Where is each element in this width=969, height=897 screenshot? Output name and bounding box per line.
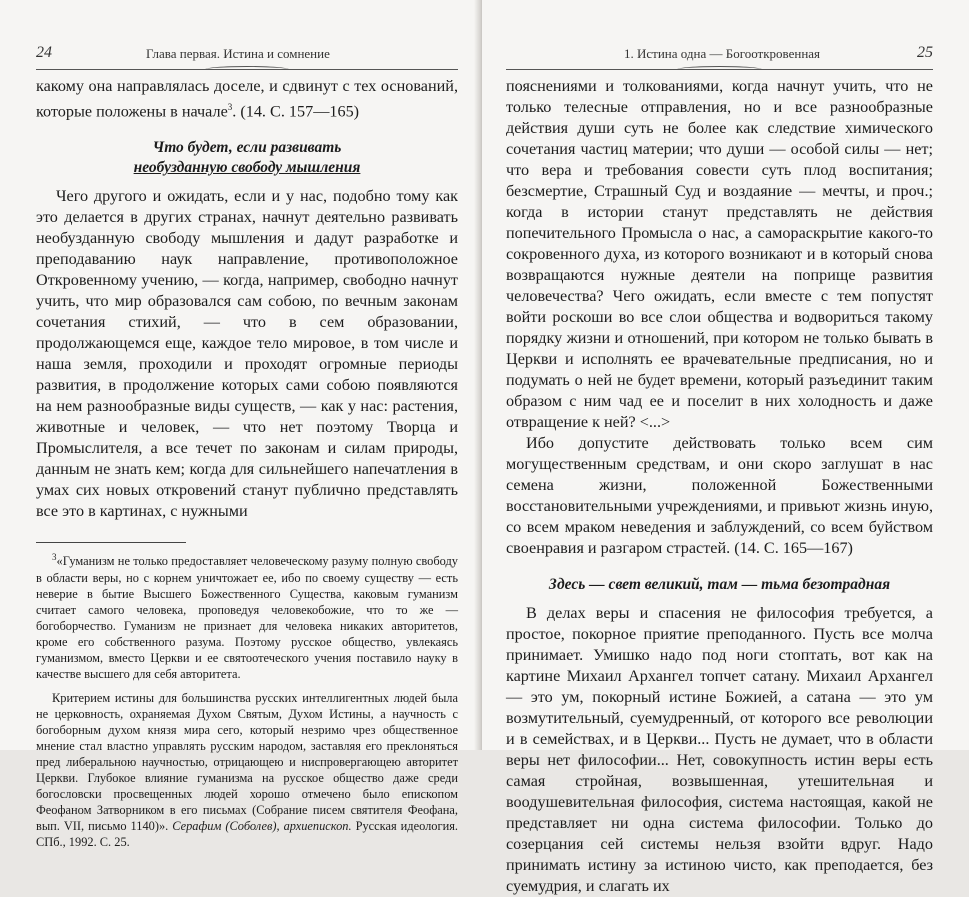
left-page-body xyxy=(36,76,458,850)
right-page-body xyxy=(506,76,933,897)
footnote xyxy=(36,549,458,849)
left-page xyxy=(0,0,480,849)
right-header-title: 1. Истина одна — Богооткровенная xyxy=(624,46,821,61)
left-header-title: Глава первая. Истина и сомнение xyxy=(146,46,330,61)
right-paragraph-2: Ибо допустите действовать только всем сим могущественным средствам, и они скоро заглушат в нас семена жизни, положенной Божественными восстановительными учреждениями, и привьют жизнь иную, со всем мраком неведения и заблуждений, со всем буйством своенравия и разгаром страстей. (14. С. 165—167) xyxy=(506,434,933,557)
footnote-separator xyxy=(36,542,186,543)
left-main-paragraph: Чего другого и ожидать, если и у нас, подобно тому как это делается в других странах, начнут деятельно развивать необузданную свободу мышления и дадут разработке и преподаванию наук направление, противоположное Откровенному учению, — когда, например, свободно начнут учить, что мир образовался сам собою, по вечным законам сочетания стихий, — что в сем образовании, продолжающемся еще, каждое тело мировое, в том числе и наша земля, проходили и проходят огромные периоды развития, в продолжение которых сами собою появляются на нем разнообразные виды существ, — как у нас: растения, животные и человек, — что нет поэтому Творца и Промыслителя, а все течет по законам и силам природы, данным не знать кем; когда для сильнейшего напечатления в умах сих новых откровений станут публично представлять все это в картинах, с нужными xyxy=(36,187,458,521)
footnote-marker: 3 xyxy=(227,102,233,112)
left-running-header xyxy=(36,42,458,68)
left-opening-text: какому она направлялась доселе, и сдвинут с тех оснований, которые положены в начале$^3$. (14. С. 157—165) xyxy=(36,77,458,121)
right-subtitle: Здесь — свет великий, там — тьма безотрадная xyxy=(548,576,891,593)
footnote-author: Серафим (Соболев), архиепископ. xyxy=(172,818,352,833)
left-page-number: 24 xyxy=(36,44,52,61)
footnote-paragraph-1: $^3$«Гуманизм не только предоставляет человеческому разуму полную свободу в области веры, но с корнем уничтожает ее, ибо по своему существу — есть неверие в бытие Высшего Божественного Существа, каковым гуманизм считает самого человека, проповедуя человекобожие, что то же — богоборчество. Гуманизм не признает для человека никаких авторитетов, кроме его собственного разума. Поэтому русское общество, увлекаясь гуманизмом, вместо Церкви и ее святоотеческого учения поставило науку в качестве высшего для себя авторитета. xyxy=(36,552,458,681)
left-header-rule xyxy=(36,69,458,70)
right-paragraph-1: пояснениями и толкованиями, когда начнут учить, что не только телесные отправления, но и все разнообразные действия души суть не более как следствие химического сочетания частиц материи; что души — особой силы — нет; что вера и требования совести суть плод воспитания; безсмертие, Страшный Суд и воздаяние — мечты, и проч.; когда в истории станут представлять не действия попечительного Промысла о нас, а самораскрытие какого-то сокровенного духа, из которого возникают и в который снова возвращаются нужные деятели на поприще развития человечества? Чего ожидать, если вместе с тем попустят войти роскоши во все слои общества и водвориться такому порядку жизни и отношений, при котором не только бывать в Церкви и исполнять ее врачевательные предписания, но и подумать о ней не будет времени, который разъединит таким образом с ним чад ее и поселит в них холодность и даже отвращение к ней? <...> xyxy=(506,77,933,431)
left-subtitle: Что будет, если развивать необузданную свободу мышления xyxy=(133,139,361,177)
right-page xyxy=(482,0,969,895)
right-running-header xyxy=(506,42,933,68)
right-header-rule xyxy=(506,69,933,70)
right-page-number: 25 xyxy=(917,44,933,61)
footnote-paragraph-2: Критерием истины для большинства русских интеллигентных людей была не церковность, охраняемая Духом Святым, Духом Истины, а научность с богоборным духом князя мира сего, который незримо чрез общественное мнение стал властно управлять русским народом, заставляя его преклоняться пред либеральною научностью, отрицающею и ниспровергающею авторитет Церкви. Глубокое влияние гуманизма на русское общество даже среди богословски просвещенных людей хорошо отмечено было епископом Феофаном Затворником в его письмах (Собрание писем святителя Феофана, вып. VII, письмо 1140)». Серафим (Соболев), архиепископ. Русская идеология. СПб., 1992. С. 25. xyxy=(36,690,458,849)
right-paragraph-3: В делах веры и спасения не философия требуется, а простое, покорное приятие преподанного. Пусть все молча принимает. Умишко надо под ноги стоптать, вот как на картине Михаил Архангел топчет сатану. Михаил Архангел — это ум, покорный истине Божией, а сатана — это ум возмутительный, суемудренный, от которого все революции и в семействах, и в Церкви... Пусть не думает, что в области веры нет философии... Нет, совокупность истин веры есть самая стройная, возвышенная, утешительная и воодушевительная философия, система настоящая, какой не представляет ни одна система философии. Только до созерцания сей системы нельзя взойти вдруг. Надо принимать истину за истиною чисто, как преподается, без суемудрия, и слагать их xyxy=(506,604,933,895)
